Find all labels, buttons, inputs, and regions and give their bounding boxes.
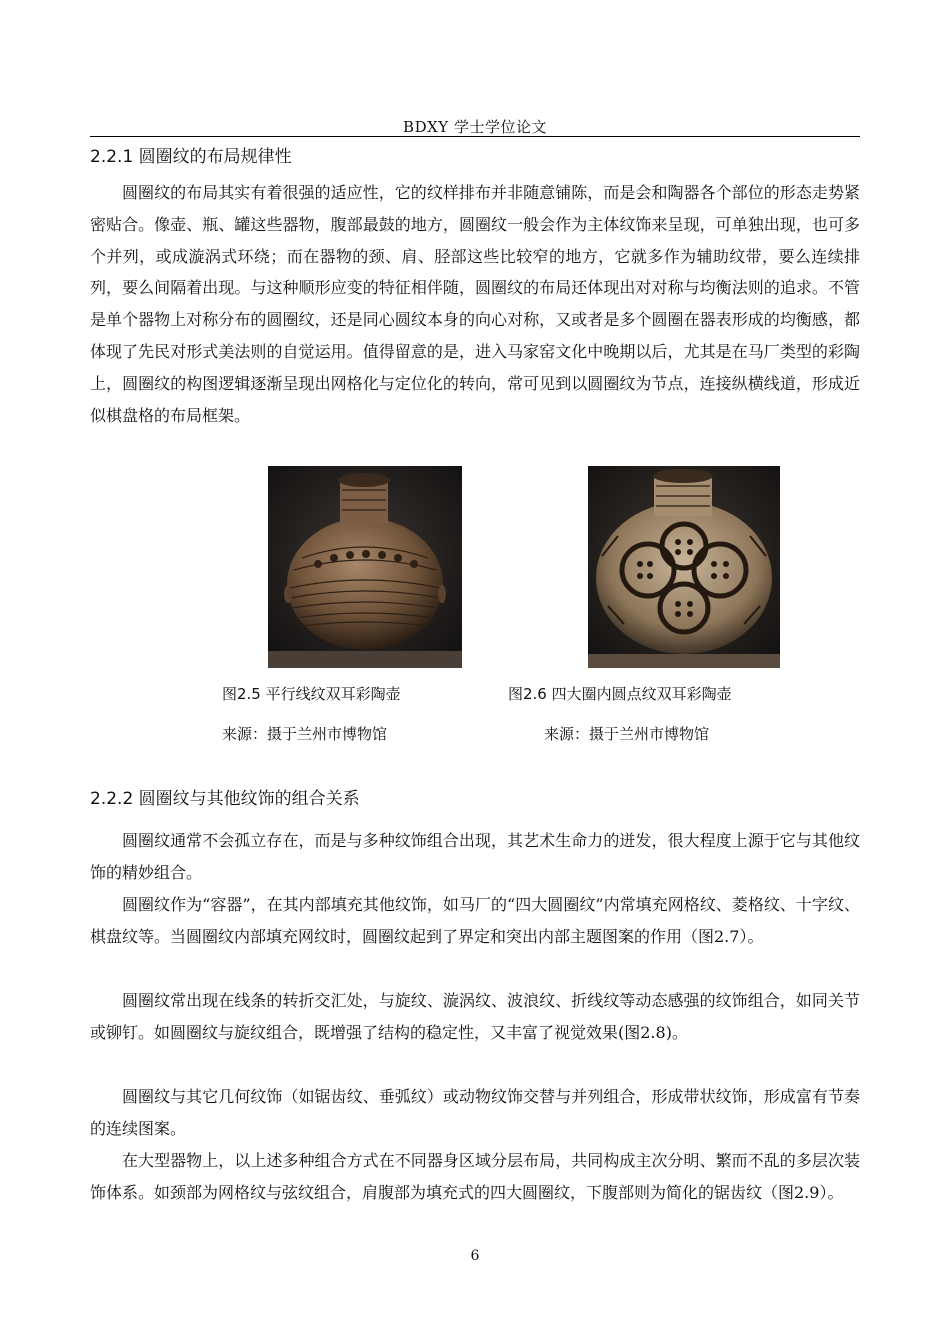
pottery-jar-photo — [268, 466, 462, 668]
section2-paragraph-1: 圆圈纹通常不会孤立存在，而是与多种纹饰组合出现，其艺术生命力的迸发，很大程度上源于它与其他纹饰的精妙组合。 — [90, 831, 860, 882]
section2-paragraph-4: 圆圈纹与其它几何纹饰（如锯齿纹、垂弧纹）或动物纹饰交替与并列组合，形成带状纹饰，形成富有节奏的连续图案。 — [90, 1087, 860, 1138]
figure-2-6-caption: 图2.6 四大圈内圆点纹双耳彩陶壶 — [508, 685, 732, 703]
figure-2-6-source: 来源：摄于兰州市博物馆 — [544, 725, 710, 743]
section-heading-2-2-2: 2.2.2 圆圈纹与其他纹饰的组合关系 — [90, 789, 360, 809]
running-header: BDXY 学士学位论文 — [403, 118, 547, 136]
pottery-jar-photo — [588, 466, 780, 668]
header-rule — [90, 136, 860, 137]
figure-2-5-photo — [268, 466, 462, 668]
figure-2-5-source: 来源：摄于兰州市博物馆 — [222, 725, 388, 743]
section2-paragraph-2: 圆圈纹作为“容器”，在其内部填充其他纹饰，如马厂的“四大圆圈纹”内常填充网格纹、菱格纹、十字纹、棋盘纹等。当圆圈纹内部填充网纹时，圆圈纹起到了界定和突出内部主题图案的作用（图2.7）。 — [90, 895, 860, 946]
section2-paragraph-5: 在大型器物上，以上述多种组合方式在不同器身区域分层布局，共同构成主次分明、繁而不乱的多层次装饰体系。如颈部为网格纹与弦纹组合，肩腹部为填充式的四大圆圈纹，下腹部则为简化的锯齿纹（图2.9）。 — [90, 1151, 860, 1202]
page-number: 6 — [470, 1248, 480, 1264]
section1-paragraph: 圆圈纹的布局其实有着很强的适应性，它的纹样排布并非随意铺陈，而是会和陶器各个部位的形态走势紧密贴合。像壶、瓶、罐这些器物，腹部最鼓的地方，圆圈纹一般会作为主体纹饰来呈现，可单独出现，也可多个并列，或成漩涡式环绕；而在器物的颈、肩、胫部这些比较窄的地方，它就多作为辅助纹带，要么连续排列，要么间隔着出现。与这种顺形应变的特征相伴随，圆圈纹的布局还体现出对对称与均衡法则的追求。不管是单个器物上对称分布的圆圈纹，还是同心圆纹本身的向心对称，又或者是多个圆圈在器表形成的均衡感，都体现了先民对形式美法则的自觉运用。值得留意的是，进入马家窑文化中晚期以后，尤其是在马厂类型的彩陶上，圆圈纹的构图逻辑逐渐呈现出网格化与定位化的转向，常可见到以圆圈纹为节点，连接纵横线道，形成近似棋盘格的布局框架。 — [90, 183, 860, 425]
figure-2-5-caption: 图2.5 平行线纹双耳彩陶壶 — [222, 685, 401, 703]
section-heading-2-2-1: 2.2.1 圆圈纹的布局规律性 — [90, 147, 292, 167]
section2-paragraph-3: 圆圈纹常出现在线条的转折交汇处，与旋纹、漩涡纹、波浪纹、折线纹等动态感强的纹饰组合，如同关节或铆钉。如圆圈纹与旋纹组合，既增强了结构的稳定性，又丰富了视觉效果(图2.8)。 — [90, 991, 860, 1042]
figure-2-6-photo — [588, 466, 780, 668]
